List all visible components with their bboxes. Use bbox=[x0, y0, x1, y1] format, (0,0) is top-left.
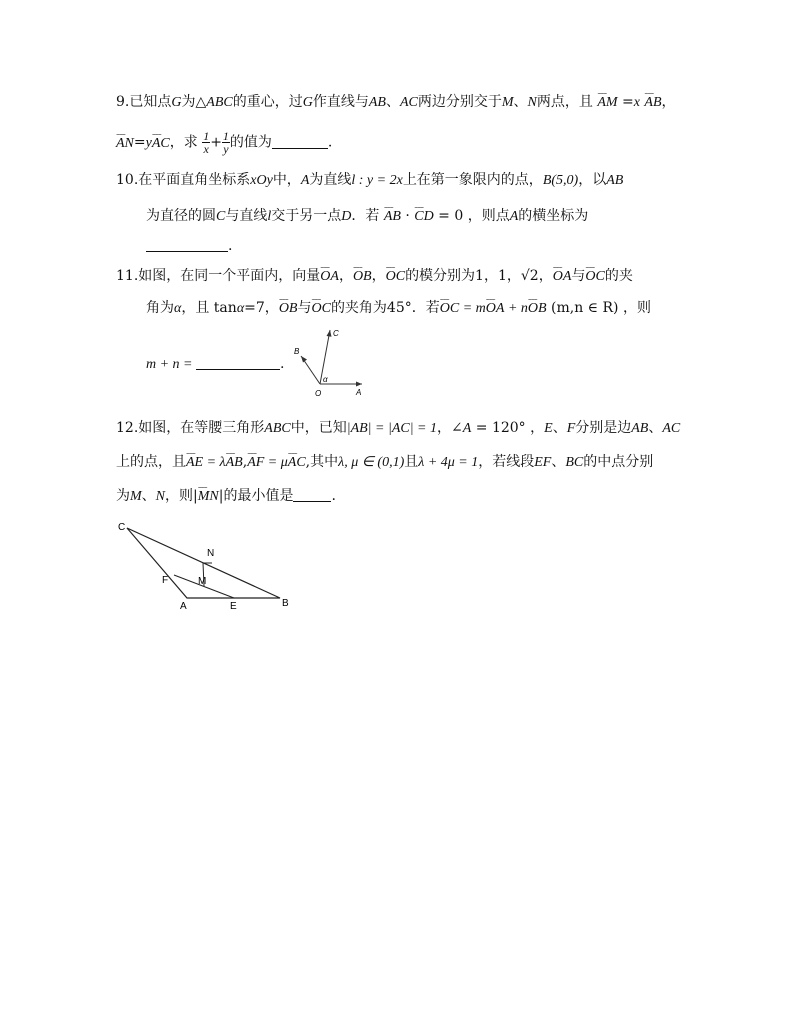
var-g: G bbox=[171, 95, 182, 110]
text: = μ bbox=[264, 455, 288, 470]
text: = λ bbox=[203, 455, 226, 470]
label-a: A bbox=[356, 388, 362, 397]
vector-oa: ⌣⌣⌣ OA bbox=[320, 267, 339, 287]
text: 的夹 bbox=[604, 268, 633, 284]
text: ，∠ bbox=[437, 420, 463, 436]
text: 交于另一点 bbox=[271, 208, 342, 224]
point-b: B(5,0) bbox=[542, 173, 579, 188]
fraction-1-over-y bbox=[222, 130, 230, 155]
text: 为直线 bbox=[309, 172, 352, 188]
text: 9.已知点 bbox=[116, 94, 172, 110]
var-e: E bbox=[544, 421, 553, 436]
text: . bbox=[228, 238, 233, 254]
text: 的值为 bbox=[229, 134, 272, 151]
text: 的模分别为1，1， bbox=[405, 268, 521, 284]
constraint-equation: λ + 4μ = 1 bbox=[418, 455, 479, 470]
label-a: A bbox=[180, 601, 187, 612]
q11-figure bbox=[288, 324, 368, 400]
q11-line2 bbox=[146, 298, 651, 319]
text: 的重心，过 bbox=[232, 94, 303, 110]
label-m: M bbox=[198, 576, 207, 587]
text: 两点，且 bbox=[536, 94, 593, 110]
var-n: N bbox=[527, 95, 537, 110]
text: ， bbox=[538, 268, 553, 284]
text: 为△ bbox=[181, 94, 207, 110]
text: . bbox=[280, 356, 285, 372]
text: 、 bbox=[385, 94, 400, 110]
numerator: 1 bbox=[203, 129, 210, 143]
answer-blank[interactable] bbox=[293, 487, 331, 502]
modulus-equation: |AB| = |AC| = 1 bbox=[346, 421, 438, 436]
var-x: x bbox=[633, 95, 640, 110]
text: 与 bbox=[297, 300, 312, 316]
q11-line1 bbox=[116, 266, 633, 287]
denominator: x bbox=[203, 142, 209, 156]
line-equation: l : y = 2x bbox=[351, 173, 403, 188]
vector-am: ⌣⌣⌣ AM bbox=[597, 93, 617, 113]
vector-ob: ⌣⌣⌣ OB bbox=[528, 299, 547, 319]
text: 、 bbox=[551, 454, 566, 470]
vector-ob: ⌣⌣⌣ OB bbox=[279, 299, 298, 319]
text: 11.如图，在同一个平面内，向量 bbox=[116, 268, 321, 284]
arrowhead bbox=[327, 330, 332, 337]
q12-line3: 为M、N，则|⌣⌣⌣ MN|的最小值是 . bbox=[116, 486, 336, 507]
text: 中，已知 bbox=[290, 420, 347, 436]
text: 的最小值是 bbox=[223, 488, 294, 504]
text: = 0 ，则点 bbox=[433, 208, 510, 224]
var-ab: AB bbox=[631, 421, 649, 436]
text: ，则 bbox=[165, 488, 194, 504]
var-bc: BC bbox=[565, 455, 584, 470]
text: 作直线与 bbox=[312, 94, 369, 110]
q9-line1 bbox=[116, 92, 676, 113]
var-y: y bbox=[145, 135, 152, 151]
vector-ac: ⌣⌣⌣ AC bbox=[288, 453, 306, 473]
var-abc: ABC bbox=[206, 95, 233, 110]
q12-line2 bbox=[116, 452, 653, 473]
text: · bbox=[400, 208, 415, 224]
text: 12.如图，在等腰三角形 bbox=[116, 420, 265, 436]
label-c: C bbox=[333, 329, 339, 338]
var-ef: EF bbox=[534, 455, 552, 470]
var-a: A bbox=[300, 173, 310, 188]
text: 的夹角为45°．若 bbox=[330, 300, 440, 316]
text: = bbox=[621, 94, 634, 110]
text: 的中点分别 bbox=[583, 454, 654, 470]
text: 、 bbox=[648, 420, 663, 436]
label-c: C bbox=[118, 522, 126, 533]
var-alpha: α bbox=[236, 301, 245, 316]
q9-line2 bbox=[116, 130, 332, 155]
text: ，求 bbox=[169, 134, 198, 151]
vector-af: ⌣⌣⌣ AF bbox=[247, 453, 264, 473]
vector-oc: ⌣⌣⌣ OC bbox=[311, 299, 330, 319]
text: 、 bbox=[513, 94, 528, 110]
text: 与 bbox=[571, 268, 586, 284]
text: 、 bbox=[141, 488, 156, 504]
sqrt-two: √2 bbox=[520, 268, 539, 284]
q10-line1 bbox=[116, 170, 623, 191]
var-c: C bbox=[216, 209, 226, 224]
vector-ae: ⌣⌣⌣ AE bbox=[186, 453, 203, 473]
text: ，且 tan bbox=[181, 300, 237, 316]
text: 两边分别交于 bbox=[417, 94, 502, 110]
var-ab: AB bbox=[606, 173, 624, 188]
text: ,其中 bbox=[305, 454, 339, 470]
text: + n bbox=[504, 301, 528, 316]
label-f: F bbox=[162, 575, 169, 586]
label-b: B bbox=[294, 347, 300, 356]
var-ab: AB bbox=[368, 95, 386, 110]
vector-oc: ⌣⌣⌣ OC bbox=[386, 267, 405, 287]
q10-line3 bbox=[146, 236, 232, 256]
answer-blank[interactable] bbox=[272, 134, 328, 149]
text: ， bbox=[371, 268, 386, 284]
text: 为 bbox=[116, 488, 130, 504]
vector-oc: ⌣⌣⌣ OC bbox=[585, 267, 604, 287]
text: 、 bbox=[552, 420, 567, 436]
var-xoy: xOy bbox=[250, 173, 273, 188]
q12-line1 bbox=[116, 418, 680, 439]
text: =7， bbox=[244, 300, 279, 316]
q10-line2 bbox=[146, 206, 588, 227]
text: 的横坐标为 bbox=[518, 208, 589, 224]
vector-ab: ⌣⌣⌣ AB bbox=[226, 453, 243, 473]
var-n: N bbox=[155, 489, 166, 504]
vector-ab: ⌣⌣⌣ AB bbox=[644, 93, 661, 113]
var-m: M bbox=[501, 95, 514, 110]
answer-blank[interactable] bbox=[196, 355, 280, 370]
label-o: O bbox=[315, 389, 322, 398]
label-b: B bbox=[282, 598, 289, 609]
label-n: N bbox=[207, 548, 215, 559]
text: (m,n ∈ R) ，则 bbox=[546, 300, 651, 316]
arrowhead bbox=[356, 382, 362, 387]
var-abc: ABC bbox=[264, 421, 291, 436]
var-d: D bbox=[341, 209, 352, 224]
text: = bbox=[133, 134, 146, 151]
vector-oa: ⌣⌣⌣ OA bbox=[486, 299, 505, 319]
text: 上的点，且 bbox=[116, 454, 186, 470]
var-alpha: α bbox=[174, 301, 182, 316]
vector-oc: ⌣⌣⌣ OC bbox=[440, 299, 459, 319]
var-l: l bbox=[267, 209, 272, 224]
vector-oa: ⌣⌣⌣ OA bbox=[553, 267, 572, 287]
vector-an: ⌣⌣⌣ AN bbox=[116, 134, 134, 154]
text: 与直线 bbox=[225, 208, 268, 224]
text: . bbox=[331, 488, 336, 504]
vector-ab: ⌣⌣⌣ AB bbox=[384, 207, 401, 227]
text: 上在第一象限内的点， bbox=[402, 172, 543, 188]
label-e: E bbox=[230, 601, 237, 612]
denominator: y bbox=[223, 142, 229, 156]
text: ．若 bbox=[351, 208, 380, 224]
text: 中， bbox=[272, 172, 301, 188]
text: 分别是边 bbox=[575, 420, 632, 436]
vector-ob: ⌣⌣⌣ OB bbox=[353, 267, 372, 287]
text: + bbox=[210, 134, 222, 151]
text: ， bbox=[661, 94, 676, 110]
lambda-mu-range: λ, μ ∈ (0,1) bbox=[338, 455, 405, 470]
var-m: M bbox=[130, 489, 142, 504]
vector-ac: ⌣⌣⌣ AC bbox=[152, 134, 170, 154]
text: = 120° ， bbox=[471, 420, 545, 436]
q11-line3 bbox=[146, 354, 284, 375]
q12-figure bbox=[112, 516, 302, 612]
arrowhead bbox=[301, 356, 307, 363]
text: 且 bbox=[404, 454, 419, 470]
label-alpha: α bbox=[323, 375, 328, 384]
var-f: F bbox=[566, 421, 576, 436]
vector-mn: ⌣⌣⌣ MN bbox=[198, 487, 219, 507]
fraction-1-over-x bbox=[202, 130, 210, 155]
numerator: 1 bbox=[222, 129, 229, 143]
text: . bbox=[327, 134, 333, 151]
text: = m bbox=[459, 301, 486, 316]
var-a: A bbox=[462, 421, 472, 436]
text: m + n = bbox=[146, 357, 197, 372]
answer-blank[interactable] bbox=[146, 237, 228, 252]
vector-cd: ⌣⌣⌣ CD bbox=[414, 207, 433, 227]
var-g: G bbox=[302, 95, 313, 110]
text: ，若线段 bbox=[478, 454, 535, 470]
text: ，以 bbox=[578, 172, 607, 188]
text: , bbox=[242, 454, 248, 470]
var-a: A bbox=[509, 209, 519, 224]
text: ， bbox=[338, 268, 353, 284]
text: 为直径的圆 bbox=[146, 208, 216, 224]
var-ac: AC bbox=[399, 95, 418, 110]
text: 角为 bbox=[146, 300, 174, 316]
text: 10.在平面直角坐标系 bbox=[116, 172, 251, 188]
var-ac: AC bbox=[662, 421, 681, 436]
